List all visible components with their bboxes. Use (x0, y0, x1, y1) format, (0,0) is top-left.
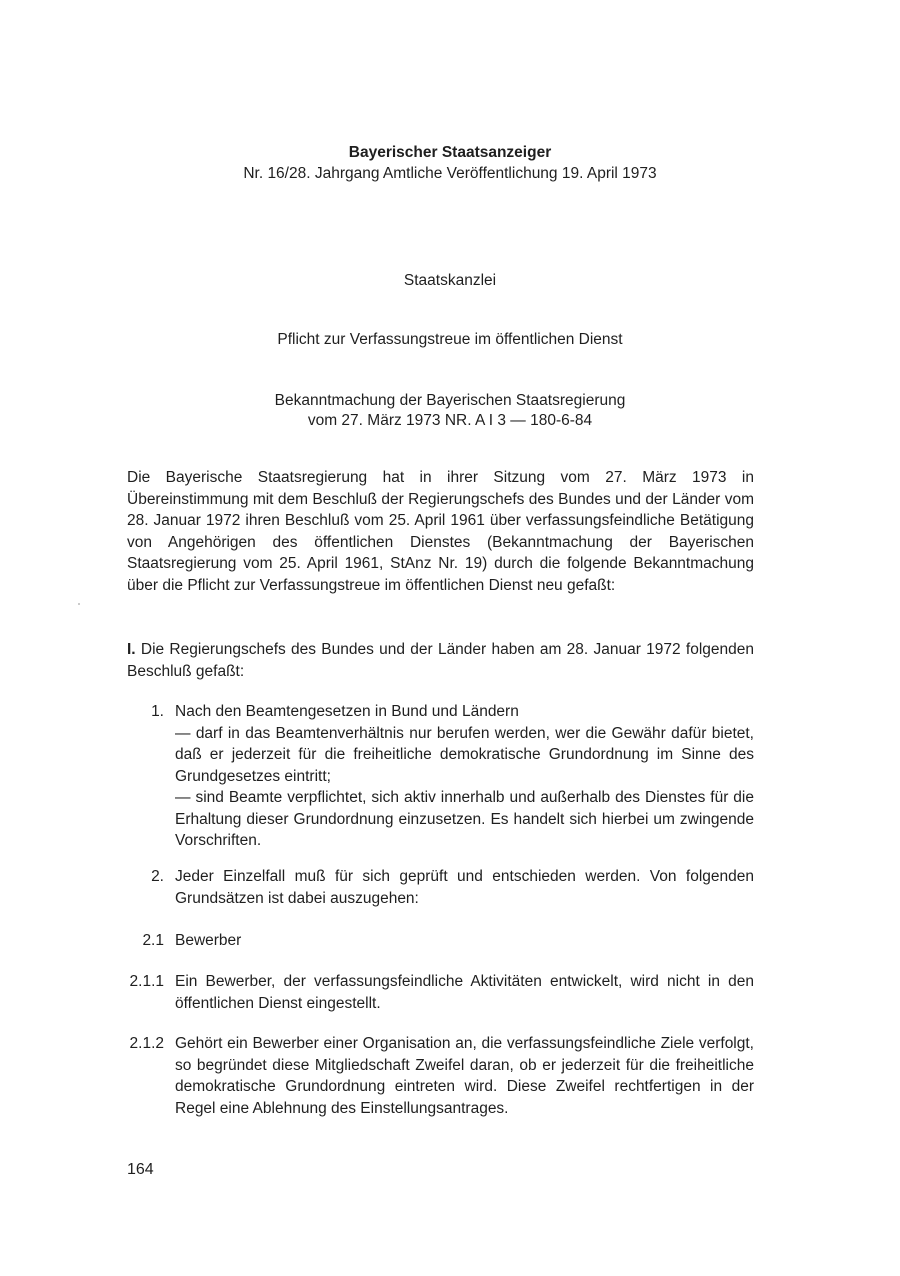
list-item-number: 2.1.2 (129, 1035, 164, 1052)
list-item-body: Jeder Einzelfall muß für sich geprüft und entschieden werden. Von folgenden Grundsätzen ist dabei auszugehen: (175, 868, 754, 907)
list-item-body: Gehört ein Bewerber einer Organisation an, die verfassungsfeindliche Ziele verfolgt, so begründet diese Mitgliedschaft Zweifel daran, ob er jederzeit für die freiheitliche demokratische Grundordnung eintreten wird. Diese Zweifel rechtfertigen in der Regel eine Ablehnung des Einstellungsantrages. (175, 1035, 754, 1117)
list-item-number: 2.1.1 (129, 973, 164, 990)
publication-name: Bayerischer Staatsanzeiger (348, 144, 552, 161)
list-item-body: Ein Bewerber, der verfassungsfeindliche Aktivitäten entwickelt, wird nicht in den öffentlichen Dienst eingestellt. (175, 973, 754, 1012)
issue-line: Nr. 16/28. Jahrgang Amtliche Veröffentlichung 19. April 1973 (243, 165, 657, 182)
list-item-line: — darf in das Beamtenverhältnis nur berufen werden, wer die Gewähr dafür bietet, daß er jederzeit für die freiheitliche demokratische Grundordnung im Sinne des Grundgesetzes eintritt; (175, 724, 754, 785)
list-item-number: 2.1 (142, 932, 164, 949)
scan-speck (78, 603, 80, 605)
list-item-body (175, 701, 754, 852)
page-number: 164 (127, 1161, 154, 1178)
list-item-line: — sind Beamte verpflichtet, sich aktiv innerhalb und außerhalb des Dienstes für die Erhaltung dieser Grundordnung einzusetzen. Es handelt sich hierbei um zwingende Vorschriften. (175, 789, 754, 849)
section-1-paragraph (127, 639, 754, 682)
section-1-text: Die Regierungschefs des Bundes und der Länder haben am 28. Januar 1972 folgenden Beschluß gefaßt: (127, 641, 754, 680)
document-title: Pflicht zur Verfassungstreue im öffentlichen Dienst (277, 331, 623, 348)
section-1-marker: I. (127, 641, 136, 658)
list-item-number: 2. (151, 868, 164, 885)
list-item-body: Bewerber (175, 932, 242, 949)
announcement-line-2: vom 27. März 1973 NR. A I 3 — 180-6-84 (307, 412, 593, 429)
announcement-line-1: Bekanntmachung der Bayerischen Staatsregierung (274, 392, 626, 409)
department-heading: Staatskanzlei (403, 272, 497, 289)
list-item-line: Nach den Beamtengesetzen in Bund und Ländern (175, 703, 519, 720)
intro-paragraph: Die Bayerische Staatsregierung hat in ihrer Sitzung vom 27. März 1973 in Übereinstimmung mit dem Beschluß der Regierungschefs des Bundes und der Länder vom 28. Januar 1972 ihren Beschluß vom 25. April 1961 über verfassungsfeindliche Betätigung von Angehörigen des öffentlichen Dienstes (Bekanntmachung der Bayerischen Staatsregierung vom 25. April 1961, StAnz Nr. 19) durch die folgende Bekanntmachung über die Pflicht zur Verfassungstreue im öffentlichen Dienst neu gefaßt: (127, 469, 754, 594)
list-item-number: 1. (151, 703, 164, 720)
